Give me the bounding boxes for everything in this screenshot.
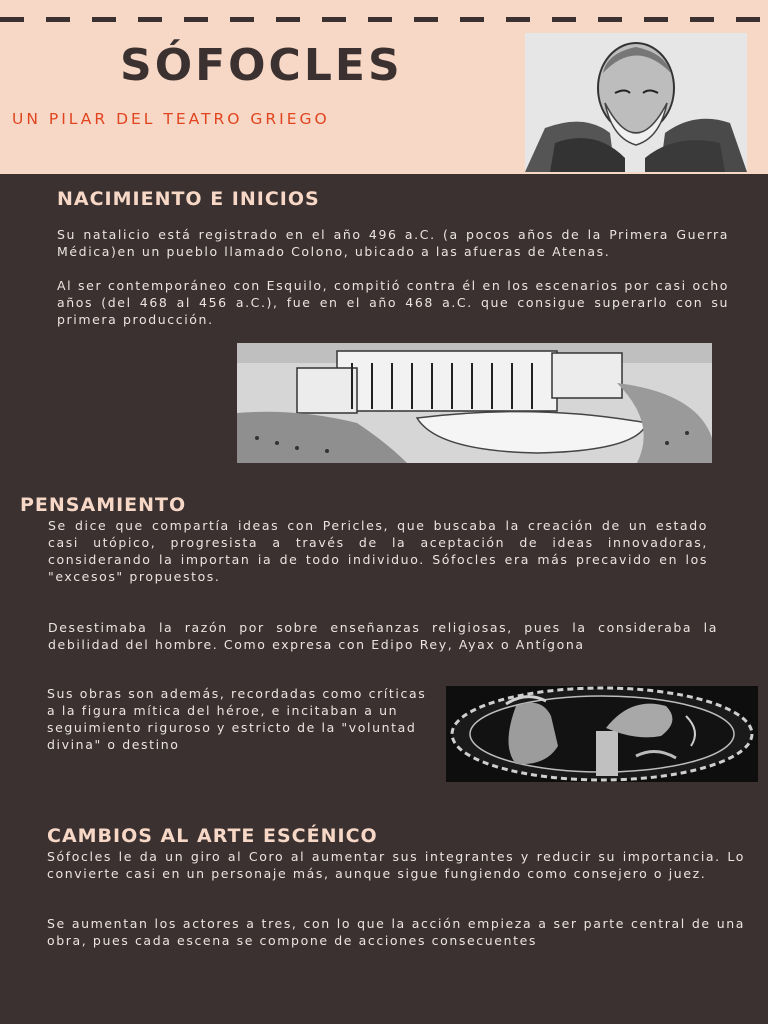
pensamiento-paragraph-2: Desestimaba la razón por sobre enseñanzas religiosas, pues la consideraba la debilidad del hombre. Como expresa con Edipo Rey, Ayax o Antígona bbox=[48, 620, 718, 652]
greek-theater-image bbox=[237, 343, 712, 463]
sophocles-portrait-image bbox=[525, 33, 747, 172]
dashed-divider bbox=[0, 17, 768, 22]
pensamiento-paragraph-3: Sus obras son además, recordadas como críticas a la figura mítica del héroe, e incitaban a un seguimiento riguroso y estricto de la "voluntad divina" o destino bbox=[47, 686, 427, 752]
nacimiento-paragraph-2: Al ser contemporáneo con Esquilo, compitió contra él en los escenarios por casi ocho años (del 468 al 456 a.C.), fue en el año 468 a.C. que consigue superarlo con su primera producción. bbox=[57, 278, 729, 327]
nacimiento-paragraph-1: Su natalicio está registrado en el año 496 a.C. (a pocos años de la Primera Guerra Médica)en un pueblo llamado Colono, ubicado a las afueras de Atenas. bbox=[57, 227, 729, 259]
section-heading-cambios: CAMBIOS AL ARTE ESCÉNICO bbox=[47, 825, 378, 847]
cambios-paragraph-2: Se aumentan los actores a tres, con lo que la acción empieza a ser parte central de una obra, pues cada escena se compone de acciones consecuentes bbox=[47, 916, 745, 948]
header-banner bbox=[0, 0, 768, 174]
pensamiento-paragraph-1: Se dice que compartía ideas con Pericles, que buscaba la creación de un estado casi utópico, progresista a través de la aceptación de ideas innovadoras, considerando la importan ia de todo individuo. Sófocles era más precavido en los "excesos" propuestos. bbox=[48, 518, 708, 584]
section-heading-pensamiento: PENSAMIENTO bbox=[20, 494, 187, 516]
section-heading-nacimiento: NACIMIENTO E INICIOS bbox=[57, 188, 320, 210]
greek-vase-painting-image bbox=[446, 686, 758, 782]
page-subtitle: UN PILAR DEL TEATRO GRIEGO bbox=[12, 110, 330, 128]
cambios-paragraph-1: Sófocles le da un giro al Coro al aumentar sus integrantes y reducir su importancia. Lo convierte casi en un personaje más, aunque sigue fungiendo como consejero o juez. bbox=[47, 849, 745, 881]
page-title: SÓFOCLES bbox=[120, 40, 403, 91]
